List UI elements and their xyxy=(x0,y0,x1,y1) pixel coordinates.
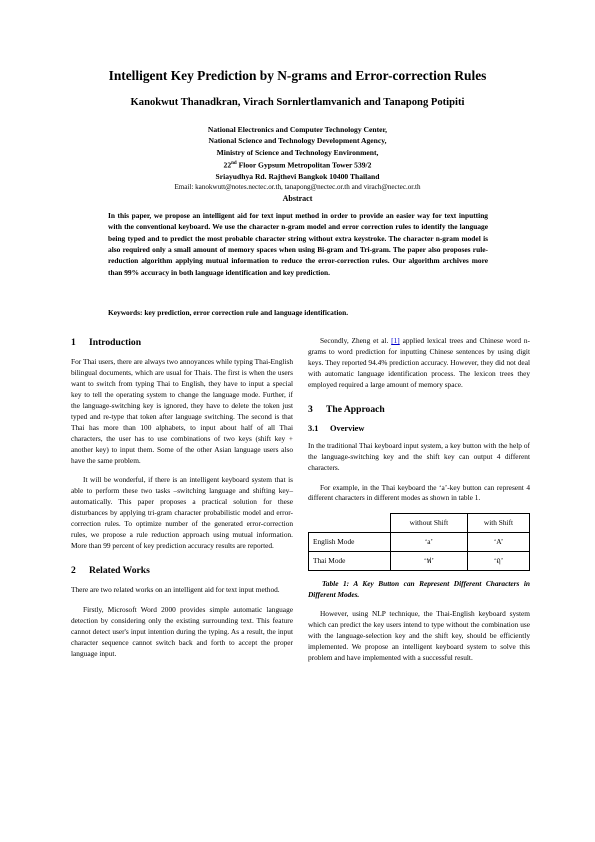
paragraph: For Thai users, there are always two annoyances while typing Thai-English bilingual documents, which are usual for Thais. The first is when the users want to switch from typing Thai to English, they have to input a special key to tell the operating system to change the language mode. Further, if the language-switching key is ignored, they have to delete the token just typed and re-type that token after language switching. The second is that Thai has more than 100 alphabets, to input about half of all Thai characters, the user has to use combinations of two keys (shift key + another key) to input them. Some of the other Asian language users also have the same problem. xyxy=(71,356,293,465)
abstract-text: In this paper, we propose an intelligent aid for text input method in order to provide an easier way for text inputting with the conventional keyboard. We use the character n-gram model and error correction rules to identify the language being typed and to predict the most probable character string without extra keystroke. The character n-gram model is also required only a small amount of memory spaces when using Bi-gram and Tri-gram. The paper also proposes rule-reduction algorithm applying mutual information to reduce the error-correction rules. Our algorithm archives more than 99% accuracy in both language identification and key prediction. xyxy=(108,211,488,277)
section-title: Related Works xyxy=(89,565,150,577)
table-row-label: Thai Mode xyxy=(309,552,391,571)
table-corner-cell xyxy=(309,514,391,533)
right-column xyxy=(308,336,530,673)
floor-suffix: nd xyxy=(231,160,237,166)
abstract-heading: Abstract xyxy=(282,194,313,203)
table-header-row xyxy=(309,514,530,533)
floor-number: 22 xyxy=(223,160,232,170)
keywords-line: Keywords: key prediction, error correction rule and language identification. xyxy=(108,308,349,317)
paragraph-text: applied lexical trees and Chinese word n-grams to word prediction for inputting Chinese sentences by using digit keys. They reported 94.4% prediction accuracy. However, they did not deal with automatic language identification process. The lexicon trees they employed required a large amount of memory space. xyxy=(308,336,531,389)
paragraph: Firstly, Microsoft Word 2000 provides simple automatic language detection by considering only the existing surrounding text. This feature cannot detect user's input intention during the typing. As a result, the input character sequence cannot switch back and forth to accept the proper language input. xyxy=(71,605,293,658)
key-mode-table xyxy=(308,513,530,571)
address-line: Floor Gypsum Metropolitan Tower 539/2 xyxy=(236,160,372,170)
affiliation-line xyxy=(0,158,595,171)
paragraph: It will be wonderful, if there is an intelligent keyboard system that is able to perform these two tasks –switching language and shifting key– automatically. This paper proposes a practical solution for these disturbances by applying tri-gram character probabilistic model and error-correction rules. To optimize number of the generated error-correction rules, we propose a rule reduction approach using mutual information. More than 99 percent of key prediction accuracy results are reported. xyxy=(71,475,293,551)
affiliation-line: National Science and Technology Development Agency, xyxy=(208,136,387,146)
table-cell: ‘a’ xyxy=(390,533,467,552)
section-title: Introduction xyxy=(89,337,142,348)
subsection-heading-overview xyxy=(308,424,530,435)
table-header-cell: without Shift xyxy=(390,514,467,533)
affiliation-block xyxy=(0,124,595,193)
table-row-label: English Mode xyxy=(309,533,391,552)
citation-link[interactable]: [1] xyxy=(391,336,400,345)
paragraph: In the traditional Thai keyboard input system, a key button with the help of the language-switching key and the shift key can output 4 different characters. xyxy=(308,440,530,472)
table-cell: ‘ฟ’ xyxy=(390,552,467,571)
section-heading-approach xyxy=(308,405,530,416)
affiliation-line: Ministry of Science and Technology Environment, xyxy=(216,147,379,157)
paragraph: There are two related works on an intelligent aid for text input method. xyxy=(71,585,280,595)
affiliation-line: National Electronics and Computer Technology Center, xyxy=(207,125,388,134)
table-header-cell: with Shift xyxy=(468,514,530,533)
table-row xyxy=(309,533,530,552)
section-heading-related-works xyxy=(71,566,293,577)
subsection-title: Overview xyxy=(330,423,365,433)
section-number: 2 xyxy=(71,565,76,577)
table-cell: ‘ฤ’ xyxy=(468,552,530,571)
table-cell: ‘A’ xyxy=(468,533,530,552)
paragraph-text: Secondly, Zheng et al. xyxy=(320,336,392,345)
left-column xyxy=(71,336,293,669)
section-number: 1 xyxy=(71,337,76,348)
email-line: Email: kanokwutt@notes.nectec.or.th, tanapong@nectec.or.th and virach@nectec.or.th xyxy=(174,183,421,192)
author-list: Kanokwut Thanadkran, Virach Sornlertlamvanich and Tanapong Potipiti xyxy=(130,97,465,108)
section-number: 3 xyxy=(308,403,313,415)
table-caption: Table 1: A Key Button can Represent Different Characters in Different Modes. xyxy=(308,579,530,599)
affiliation-line: Sriayudhya Rd. Rajthevi Bangkok 10400 Thailand xyxy=(215,171,380,181)
paragraph xyxy=(308,336,530,391)
section-title: The Approach xyxy=(326,403,385,415)
table-row xyxy=(309,552,530,571)
paragraph: For example, in the Thai keyboard the ‘a’-key button can represent 4 different characters in different modes as shown in table 1. xyxy=(308,482,530,503)
subsection-number: 3.1 xyxy=(308,423,319,433)
section-heading-introduction xyxy=(71,338,293,349)
paragraph: However, using NLP technique, the Thai-English keyboard system which can predict the key users intend to type without the combination use with the language-selection key and the shift key, should be efficiently implemented. We propose an intelligent keyboard system to solve this problem and have implemented with a successful result. xyxy=(308,609,530,663)
paper-title: Intelligent Key Prediction by N-grams and Error-correction Rules xyxy=(108,68,487,83)
